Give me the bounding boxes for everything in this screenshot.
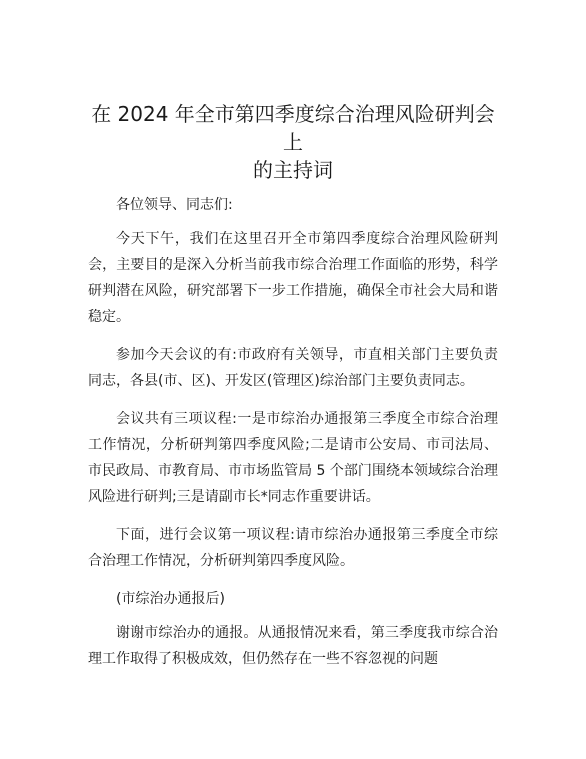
paragraph-first-item: 下面，进行会议第一项议程:请市综治办通报第三季度全市综合治理工作情况，分析研判第四季度风险。 [88,527,498,569]
paragraph-purpose: 今天下午，我们在这里召开全市第四季度综合治理风险研判会，主要目的是深入分析当前我市综合治理工作面临的形势，科学研判潜在风险，研究部署下一步工作措施，确保全市社会大局和谐稳定。 [88,231,498,325]
document-body [88,192,498,672]
paragraph-thanks: 谢谢市综治办的通报。从通报情况来看，第三季度我市综合治理工作取得了积极成效，但仍然存在一些不容忽视的问题 [88,625,498,667]
paragraph-agenda: 会议共有三项议程:一是市综治办通报第三季度全市综合治理工作情况，分析研判第四季度风险;二是请市公安局、市司法局、市民政局、市教育局、市市场监管局 5 个部门围绕本领域综合治理风险进行研判;三是请副市长*同志作重要讲话。 [88,411,498,505]
title-line-1: 在 2024 年全市第四季度综合治理风险研判会上 [91,102,495,154]
paragraph-attendees: 参加今天会议的有:市政府有关领导，市直相关部门主要负责同志，各县(市、区)、开发区(管理区)综治部门主要负责同志。 [88,347,498,389]
paragraph-salutation: 各位领导、同志们: [116,197,233,213]
paragraph-stage-note: (市综治办通报后) [116,591,225,607]
title-line-2: 的主持词 [253,158,333,182]
document-title [88,100,498,184]
